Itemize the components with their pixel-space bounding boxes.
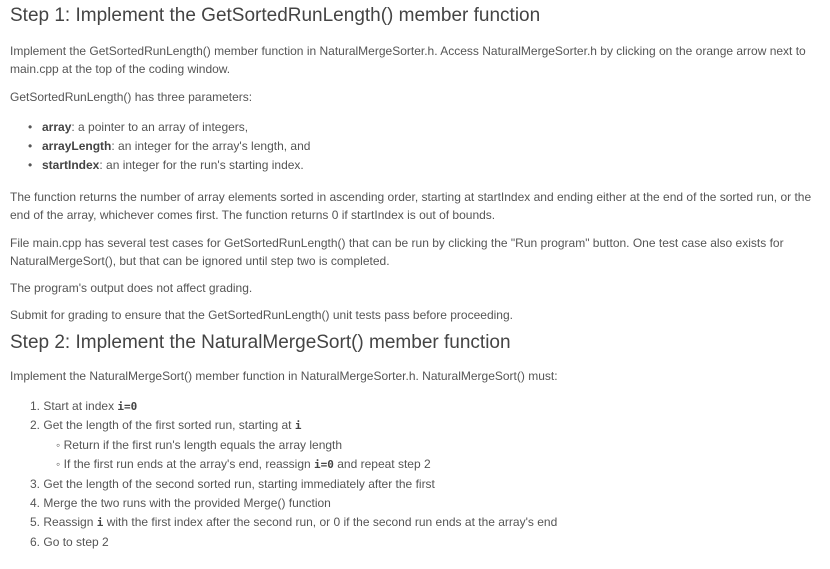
param-name: arrayLength [42, 139, 112, 153]
step-number: 4. [30, 496, 41, 511]
step-item [30, 416, 820, 474]
step2-intro: Implement the NaturalMergeSort() member function in NaturalMergeSorter.h. NaturalMergeSort() must: [10, 369, 558, 383]
param-desc: : an integer for the array's length, and [111, 139, 311, 153]
params-intro: GetSortedRunLength() has three parameters: [10, 90, 253, 104]
step-item [30, 397, 820, 416]
code-inline: i=0 [314, 458, 334, 472]
step-number: 3. [30, 476, 41, 491]
step-text: Get the length of the first sorted run, starting at [43, 418, 295, 433]
sub-item [56, 436, 820, 455]
output-paragraph: The program's output does not affect grading. [10, 281, 253, 295]
sub-item [56, 455, 820, 474]
code-inline: i [294, 419, 302, 433]
bullet-icon: • [28, 120, 33, 134]
params-list [10, 118, 820, 175]
sub-list [30, 436, 820, 475]
step-text: Go to step 2 [43, 534, 109, 549]
step-text: Get the length of the second sorted run, starting immediately after the first [43, 476, 435, 491]
bullet-icon: • [28, 158, 33, 172]
param-item [28, 118, 820, 137]
tests-paragraph: File main.cpp has several test cases for GetSortedRunLength() that can be run by clicking the "Run program" button. One test case also exists for NaturalMergeSort(), but that can be ignored until step two is completed. [10, 236, 784, 268]
step-item [30, 513, 820, 532]
submit-paragraph: Submit for grading to ensure that the GetSortedRunLength() unit tests pass before proceeding. [10, 308, 513, 322]
step-number: 6. [30, 534, 41, 549]
step2-heading: Step 2: Implement the NaturalMergeSort() member function [10, 332, 511, 353]
param-item [28, 156, 820, 175]
step-text: with the first index after the second run, or 0 if the second run ends at the array's end [103, 515, 558, 530]
circle-bullet-icon: ◦ [56, 457, 61, 472]
step-number: 1. [30, 399, 41, 413]
step-item [30, 494, 820, 513]
bullet-icon: • [28, 139, 33, 153]
sub-item-text: If the first run ends at the array's end, reassign [63, 457, 315, 472]
step-item [30, 475, 820, 494]
param-desc: : a pointer to an array of integers, [71, 120, 249, 134]
step1-heading: Step 1: Implement the GetSortedRunLength() member function [10, 5, 541, 26]
param-name: startIndex [42, 158, 100, 172]
step-text: Start at index [43, 399, 118, 413]
sub-item-text: and repeat step 2 [333, 457, 431, 472]
step-text: Merge the two runs with the provided Merge() function [43, 496, 331, 511]
step-number: 5. [30, 515, 41, 530]
param-desc: : an integer for the run's starting index. [99, 158, 304, 172]
step-number: 2. [30, 418, 41, 433]
code-inline: i=0 [117, 400, 138, 413]
step-text: Reassign [43, 515, 97, 530]
code-inline: i [96, 516, 104, 530]
returns-paragraph: The function returns the number of array elements sorted in ascending order, starting at startIndex and ending either at the end of the sorted run, or the end of the array, whichever comes first. The function returns 0 if startIndex is out of bounds. [10, 190, 812, 222]
steps-list [10, 397, 820, 552]
param-name: array [42, 120, 72, 134]
param-item [28, 137, 820, 156]
sub-item-text: Return if the first run's length equals the array length [63, 437, 343, 452]
circle-bullet-icon: ◦ [56, 437, 61, 452]
step-item [30, 533, 820, 552]
step1-intro: Implement the GetSortedRunLength() member function in NaturalMergeSorter.h. Access NaturalMergeSorter.h by clicking on the orange arrow next to main.cpp at the top of the coding window. [10, 44, 806, 76]
